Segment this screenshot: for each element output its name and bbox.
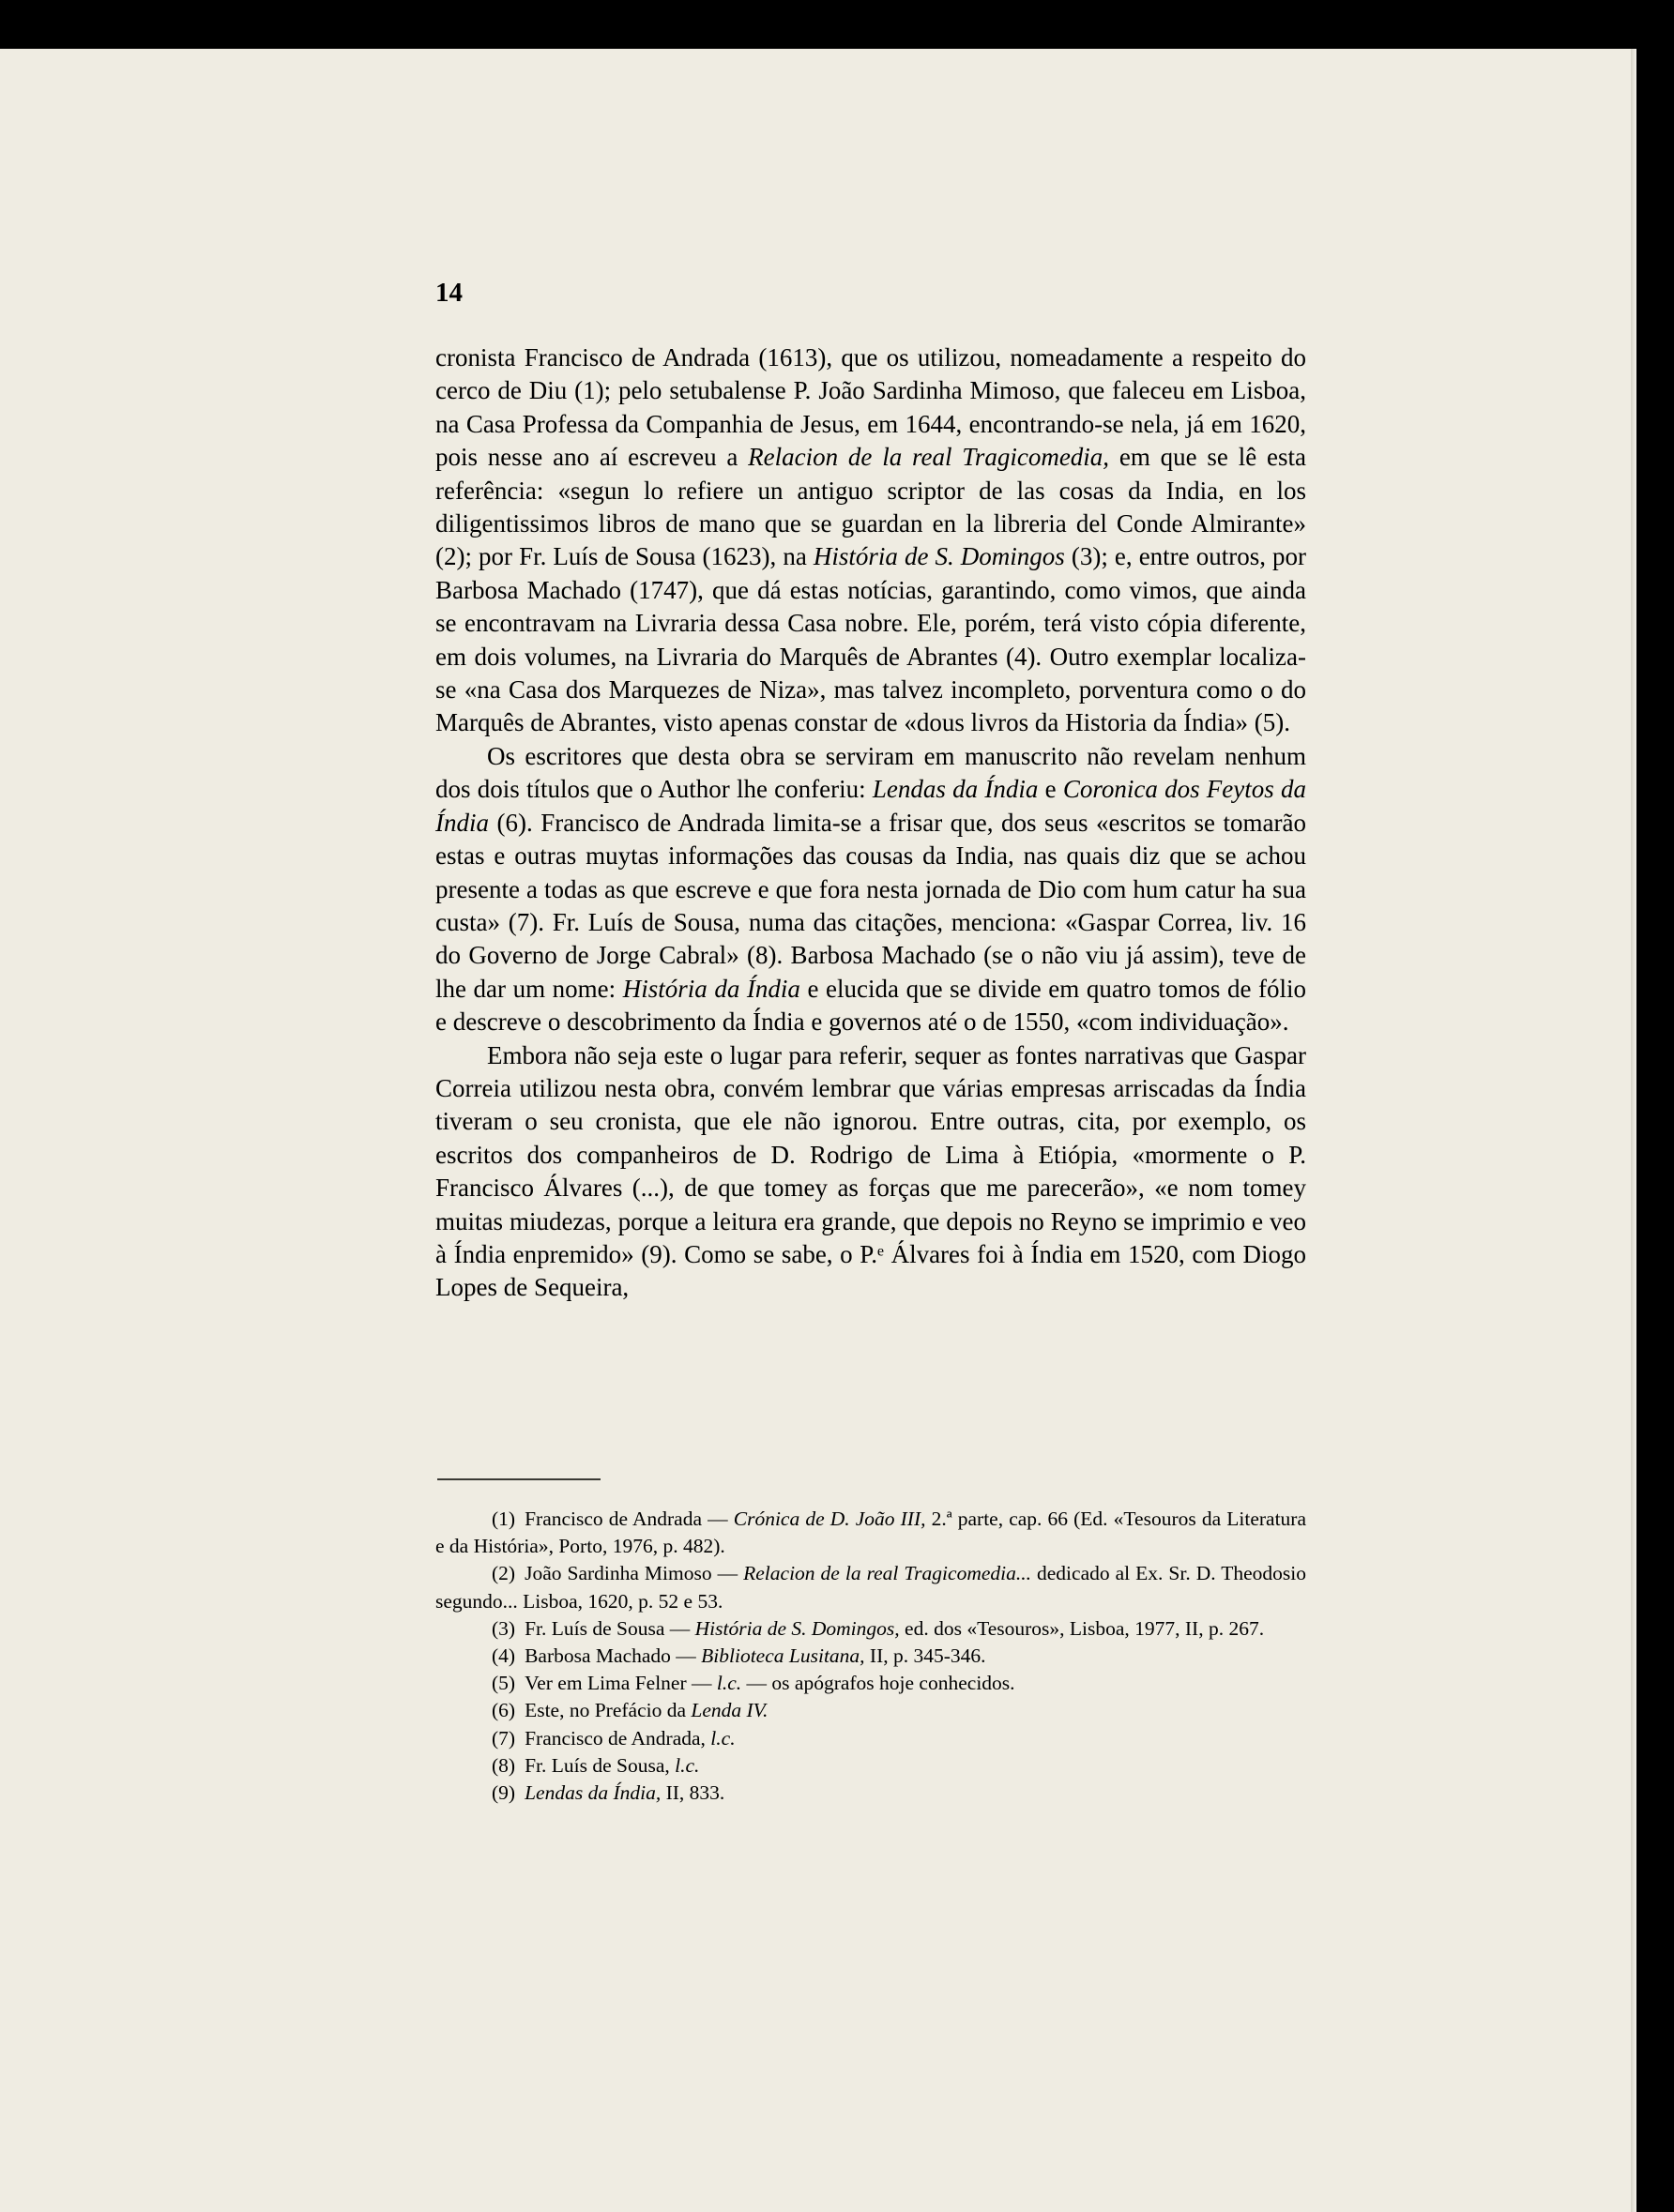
footnote-separator <box>437 1478 601 1480</box>
text-run: — os apógrafos hoje conhecidos. <box>741 1672 1015 1695</box>
text-run: Os escritores que desta obra se serviram em manuscrito não revelam nenhum dos dois títulos que o Author lhe conferiu: <box>435 741 1306 804</box>
text-run: (3); e, entre outros, por Barbosa Machado (1747), que dá estas notícias, garantindo, como vimos, que ainda se encontravam na Livraria dessa Casa nobre. Ele, porém, terá visto cópia diferente, em dois volumes, na Livraria do Marquês de Abrantes (4). Outro exemplar localiza-se «na Casa dos Marquezes de Niza», mas talvez incompleto, porventura como o do Marquês de Abrantes, visto apenas constar de «dous livros da Historia da Índia» (5). <box>435 542 1307 737</box>
italic-text: Lendas da Índia <box>872 775 1039 804</box>
text-run: Este, no Prefácio da <box>525 1699 692 1722</box>
footnote-mark: (6) <box>492 1699 516 1722</box>
text-run: 2.ª parte, cap. 66 (Ed. «Tesouros da Literatura e da História», Porto, 1976, p. 482). <box>435 1507 1306 1558</box>
footnote <box>435 1780 1306 1807</box>
italic-text: Lenda IV. <box>691 1699 769 1722</box>
text-run: dedicado al Ex. Sr. D. Theodosio segundo... Lisboa, 1620, p. 52 e 53. <box>435 1562 1306 1613</box>
italic-text: l.c. <box>675 1753 700 1777</box>
text-run: II, p. 345-346. <box>864 1644 986 1668</box>
paragraph <box>435 1039 1306 1305</box>
italic-text: História de S. Domingos <box>813 542 1065 571</box>
italic-text: Biblioteca Lusitana, <box>701 1644 865 1668</box>
text-run: Francisco de Andrada, <box>525 1726 711 1750</box>
page-number: 14 <box>435 278 463 308</box>
text-run: Fr. Luís de Sousa, <box>525 1753 676 1777</box>
text-run: João Sardinha Mimoso — <box>525 1562 744 1585</box>
text-run: (6). Francisco de Andrada limita-se a frisar que, dos seus «escritos se tomarão estas e outras muytas informações das cousas da India, nas quais diz que se achou presente a todas as que escreve e que fora nesta jornada de Dio com hum catur ha sua custa» (7). Fr. Luís de Sousa, numa das citações, menciona: «Gaspar Correa, liv. 16 do Governo de Jorge Cabral» (8). Barbosa Machado (se o não viu já assim), teve de lhe dar um nome: <box>435 808 1306 1003</box>
italic-text: l.c. <box>716 1672 742 1695</box>
paragraph <box>435 740 1306 1039</box>
italic-text: História de S. Domingos, <box>694 1616 900 1640</box>
text-run: e elucida que se divide em quatro tomos de fólio e descreve o descobrimento da Índia e governos até o de 1550, «com individuação». <box>435 974 1307 1037</box>
footnotes <box>435 1506 1306 1807</box>
footnote-mark: (5) <box>492 1672 516 1695</box>
footnote-mark: (8) <box>492 1753 516 1777</box>
scan-border <box>1636 28 1674 2212</box>
footnote-mark: (9) <box>492 1781 516 1805</box>
text-run: e <box>1038 775 1063 804</box>
text-run: ed. dos «Tesouros», Lisboa, 1977, II, p. 267. <box>899 1616 1265 1640</box>
italic-text: Relacion de la real Tragicomedia... <box>743 1562 1031 1585</box>
text-run: cronista Francisco de Andrada (1613), que os utilizou, nomeadamente a respeito do cerco de Diu (1); pelo setubalense P. João Sardinha Mimoso, que faleceu em Lisboa, na Casa Professa da Companhia de Jesus, em 1644, encontrando-se nela, já em 1620, pois nesse ano aí escreveu a <box>435 343 1306 472</box>
footnote <box>435 1725 1306 1752</box>
text-run: Fr. Luís de Sousa — <box>525 1616 695 1640</box>
text-run: II, 833. <box>661 1781 725 1805</box>
footnote <box>435 1560 1306 1614</box>
italic-text: História da Índia <box>622 974 800 1003</box>
italic-text: Crónica de D. João III, <box>733 1507 926 1530</box>
footnote <box>435 1643 1306 1670</box>
body-text <box>435 341 1306 1305</box>
text-run: Francisco de Andrada — <box>525 1507 734 1530</box>
footnote-mark: (7) <box>492 1726 516 1750</box>
footnote <box>435 1752 1306 1780</box>
italic-text: l.c. <box>710 1726 736 1750</box>
footnote-mark: (1) <box>492 1507 516 1530</box>
text-run: em que se lê esta referência: «segun lo refiere un antiguo scriptor de las cosas da India, en los diligentissimos libros de mano que se guardan en la libreria del Conde Almirante» (2); por Fr. Luís de Sousa (1623), na <box>435 443 1306 571</box>
footnote <box>435 1615 1306 1643</box>
footnote-mark: (2) <box>492 1562 516 1585</box>
text-run: Barbosa Machado — <box>525 1644 702 1668</box>
italic-text: Coronica dos Feytos da Índia <box>435 775 1307 837</box>
italic-text: Lendas da Índia, <box>525 1781 662 1805</box>
italic-text: Relacion de la real Tragicomedia, <box>748 443 1110 472</box>
paragraph <box>435 341 1306 740</box>
footnote-mark: (3) <box>492 1616 516 1640</box>
footnote <box>435 1670 1306 1697</box>
footnote-mark: (4) <box>492 1644 516 1668</box>
footnote <box>435 1697 1306 1724</box>
text-run: Embora não seja este o lugar para referir, sequer as fontes narrativas que Gaspar Correia utilizou nesta obra, convém lembrar que várias empresas arriscadas da Índia tiveram o seu cronista, que ele não ignorou. Entre outras, cita, por exemplo, os escritos dos companheiros de D. Rodrigo de Lima à Etiópia, «mormente o P. Francisco Álvares (...), de que tomey as forças que me parecerão», «e nom tomey muitas miudezas, porque a leitura era grande, que depois no Reyno se imprimio e veo à Índia enpremido» (9). Como se sabe, o P.ᵉ Álvares foi à Índia em 1520, com Diogo Lopes de Sequeira, <box>435 1040 1306 1302</box>
footnote <box>435 1506 1306 1560</box>
text-run: Ver em Lima Felner — <box>525 1672 717 1695</box>
